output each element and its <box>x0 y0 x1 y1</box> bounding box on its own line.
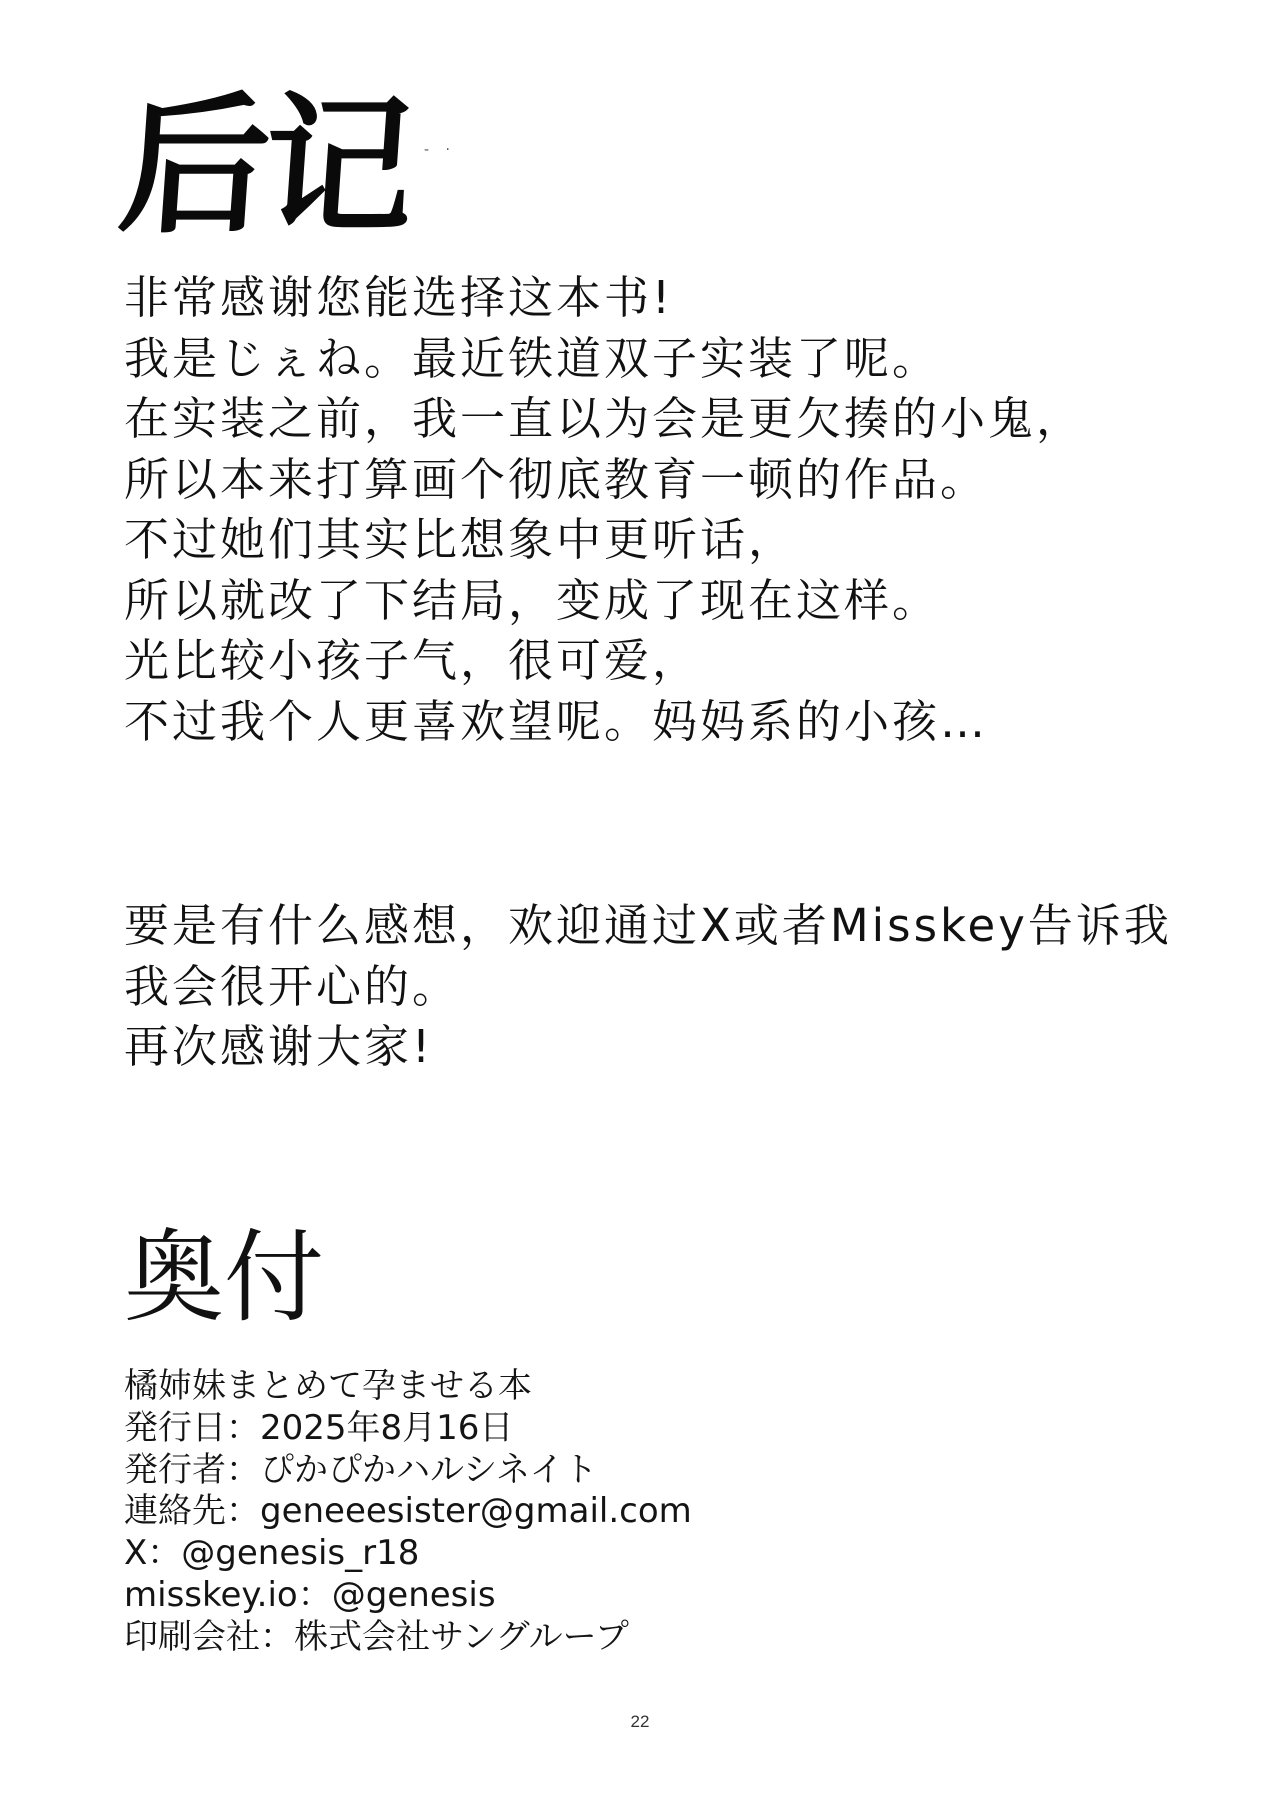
feedback-body <box>124 896 1224 1078</box>
page-number: 22 <box>630 1712 650 1731</box>
feedback-line: 再次感谢大家! <box>124 1020 434 1073</box>
feedback-line: 要是有什么感想，欢迎通过X或者Misskey告诉我 <box>124 899 1172 952</box>
feedback-line: 我会很开心的。 <box>124 959 461 1013</box>
colophon-misskey-account: misskey.io：@genesis <box>124 1574 496 1615</box>
colophon-publisher: 発行者：ぴかぴかハルシネイト <box>124 1449 598 1490</box>
afterword-line: 不过她们其实比想象中更听话， <box>124 513 797 566</box>
colophon-title: 奥付 <box>124 1219 324 1336</box>
colophon-publish-date: 発行日：2025年8月16日 <box>124 1407 514 1448</box>
afterword-line: 不过我个人更喜欢望呢。妈妈系的小孩… <box>124 694 989 748</box>
afterword-line: 光比较小孩子气，很可爱， <box>124 634 701 687</box>
colophon-x-account: X：@genesis_r18 <box>124 1533 420 1574</box>
decorative-marks: ‐ · <box>424 142 456 158</box>
afterword-line: 非常感谢您能选择这本书! <box>124 271 674 324</box>
afterword-line: 我是じぇね。最近铁道双子实装了呢。 <box>124 331 941 385</box>
colophon-list <box>124 1366 1124 1659</box>
colophon-contact-email: 連絡先：geneeesister@gmail.com <box>124 1491 692 1532</box>
afterword-body <box>124 268 1184 752</box>
colophon-book-title: 橘姉妹まとめて孕ませる本 <box>124 1366 532 1406</box>
afterword-line: 所以就改了下结局，变成了现在这样。 <box>124 573 941 627</box>
afterword-title: 后记 <box>113 80 415 254</box>
afterword-line: 在实装之前，我一直以为会是更欠揍的小鬼， <box>124 392 1085 445</box>
afterword-line: 所以本来打算画个彻底教育一顿的作品。 <box>124 452 989 506</box>
colophon-printer: 印刷会社：株式会社サングループ <box>124 1616 629 1657</box>
